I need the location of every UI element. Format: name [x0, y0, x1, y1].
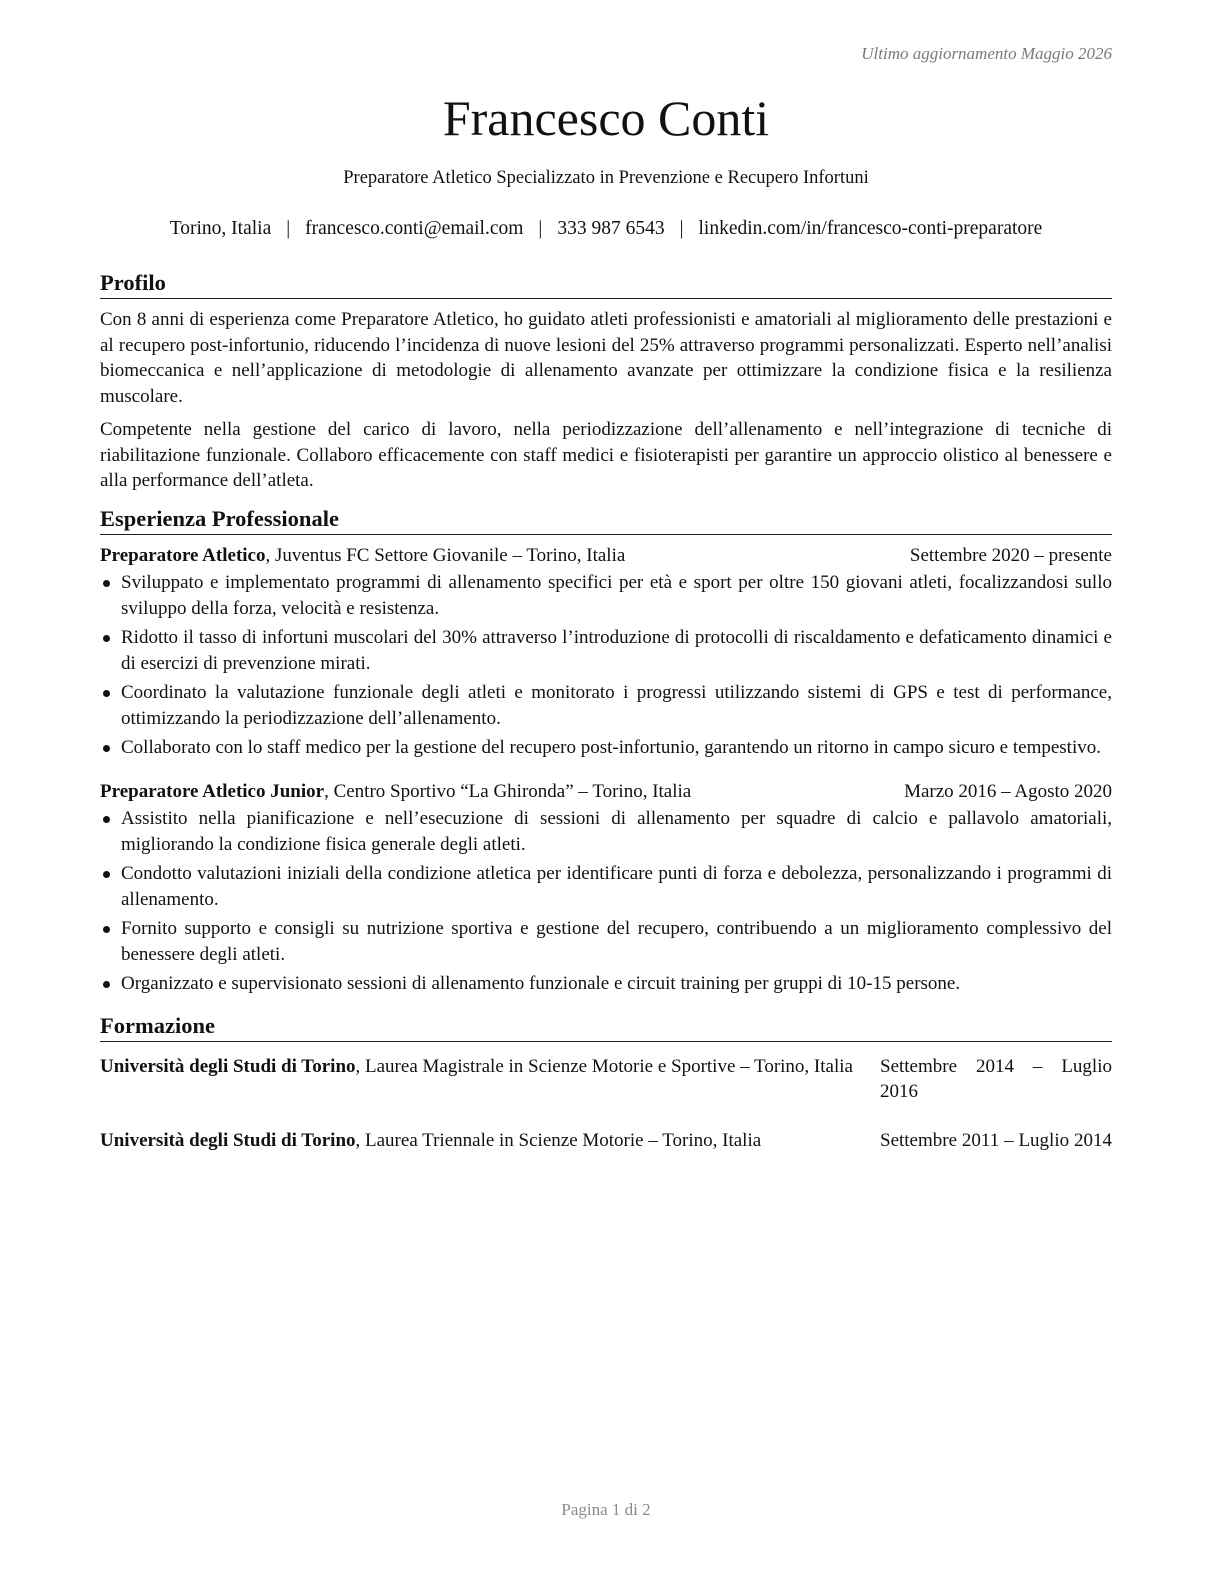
job-role: Preparatore Atletico Junior: [100, 780, 325, 802]
bullet-icon: [103, 580, 110, 587]
bullet-icon: [103, 981, 110, 988]
contact-separator: |: [538, 218, 543, 239]
contact-location: Torino, Italia: [169, 218, 272, 239]
section-heading: Esperienza Professionale: [100, 504, 1112, 535]
bullet-icon: [103, 690, 110, 697]
list-item: [100, 735, 1112, 761]
list-item: [100, 570, 1112, 621]
last-updated-note: Ultimo aggiornamento Maggio 2026: [861, 44, 1112, 63]
bullet-text: Ridotto il tasso di infortuni muscolari del 30% attraverso l’introduzione di protocolli di riscaldamento e defaticamento dinamici e di esercizi di prevenzione mirati.: [121, 627, 1112, 674]
list-item: [100, 861, 1112, 912]
bullet-icon: [103, 926, 110, 933]
contact-linkedin[interactable]: linkedin.com/in/francesco-conti-preparatore: [698, 218, 1043, 239]
job-title-line: [100, 779, 691, 805]
education-school: Università degli Studi di Torino: [100, 1055, 356, 1077]
bullet-text: Fornito supporto e consigli su nutrizione sportiva e gestione del recupero, contribuendo a un miglioramento complessivo del benessere degli atleti.: [121, 918, 1112, 965]
job-entry: [100, 779, 1112, 997]
education-title-line: [100, 1054, 880, 1080]
bullet-text: Assistito nella pianificazione e nell’esecuzione di sessioni di allenamento per squadre di calcio e pallavolo amatoriali, migliorando la condizione fisica generale degli atleti.: [121, 808, 1112, 855]
education-degree: , Laurea Magistrale in Scienze Motorie e Sportive – Torino, Italia: [355, 1055, 853, 1077]
education-degree: , Laurea Triennale in Scienze Motorie – Torino, Italia: [355, 1129, 762, 1151]
job-title-line: [100, 543, 625, 569]
job-header: [100, 779, 1112, 805]
job-bullets: [100, 806, 1112, 997]
bullet-text: Organizzato e supervisionato sessioni di allenamento funzionale e circuit training per gruppi di 10-15 persone.: [121, 973, 961, 994]
contact-email[interactable]: francesco.conti@email.com: [305, 218, 524, 239]
job-bullets: [100, 570, 1112, 761]
contact-separator: |: [679, 218, 684, 239]
job-header: [100, 543, 1112, 569]
education-dates: Settembre 2014 – Luglio 2016: [880, 1055, 1112, 1102]
bullet-icon: [103, 635, 110, 642]
education-entry: [100, 1054, 1112, 1105]
bullet-icon: [103, 816, 110, 823]
list-item: [100, 971, 1112, 997]
job-dates: Marzo 2016 – Agosto 2020: [904, 780, 1112, 802]
bullet-icon: [103, 871, 110, 878]
list-item: [100, 916, 1112, 967]
bullet-text: Collaborato con lo staff medico per la gestione del recupero post-infortunio, garantendo un ritorno in campo sicuro e tempestivo.: [121, 737, 1101, 758]
bullet-text: Sviluppato e implementato programmi di allenamento specifici per età e sport per oltre 150 giovani atleti, focalizzandosi sullo sviluppo della forza, velocità e resistenza.: [121, 572, 1112, 619]
bullet-icon: [103, 745, 110, 752]
education-section: [100, 1011, 1112, 1154]
contact-phone: 333 987 6543: [557, 218, 665, 239]
bullet-text: Condotto valutazioni iniziali della condizione atletica per identificare punti di forza e debolezza, personalizzando i programmi di allenamento.: [121, 863, 1112, 910]
list-item: [100, 680, 1112, 731]
job-entry: [100, 543, 1112, 761]
profile-paragraph: Competente nella gestione del carico di lavoro, nella periodizzazione dell’allenamento e nell’integrazione di tecniche di riabilitazione funzionale. Collaboro efficacemente con staff medici e fisioterapisti per garantire un approccio olistico al benessere e alla performance dell’atleta.: [100, 419, 1112, 491]
list-item: [100, 806, 1112, 857]
job-dates: Settembre 2020 – presente: [909, 544, 1112, 566]
contact-line: [100, 218, 1112, 240]
job-organization: , Centro Sportivo “La Ghironda” – Torino, Italia: [324, 780, 692, 802]
education-title-line: [100, 1128, 880, 1154]
candidate-name: Francesco Conti: [442, 90, 770, 146]
education-dates: Settembre 2011 – Luglio 2014: [880, 1129, 1112, 1151]
contact-separator: |: [286, 218, 291, 239]
education-school: Università degli Studi di Torino: [100, 1129, 356, 1151]
page-number: Pagina 1 di 2: [561, 1500, 651, 1519]
bullet-text: Coordinato la valutazione funzionale degli atleti e monitorato i progressi utilizzando sistemi di GPS e test di performance, ottimizzando la periodizzazione dell’allenamento.: [121, 682, 1112, 729]
education-entry: [100, 1128, 1112, 1154]
section-heading: Formazione: [100, 1011, 1112, 1042]
section-heading: Profilo: [100, 268, 1112, 299]
candidate-headline: Preparatore Atletico Specializzato in Prevenzione e Recupero Infortuni: [343, 168, 869, 188]
job-organization: , Juventus FC Settore Giovanile – Torino, Italia: [265, 544, 626, 566]
experience-section: [100, 504, 1112, 997]
list-item: [100, 625, 1112, 676]
profile-paragraph: Con 8 anni di esperienza come Preparatore Atletico, ho guidato atleti professionisti e amatoriali al miglioramento delle prestazioni e al recupero post-infortunio, riducendo l’incidenza di nuove lesioni del 25% attraverso programmi personalizzati. Esperto nell’analisi biomeccanica e nell’applicazione di metodologie di allenamento avanzate per ottimizzare la condizione fisica e la resilienza muscolare.: [100, 309, 1112, 407]
resume-body: [100, 268, 1112, 1153]
job-role: Preparatore Atletico: [100, 544, 266, 566]
profile-section: [100, 268, 1112, 494]
